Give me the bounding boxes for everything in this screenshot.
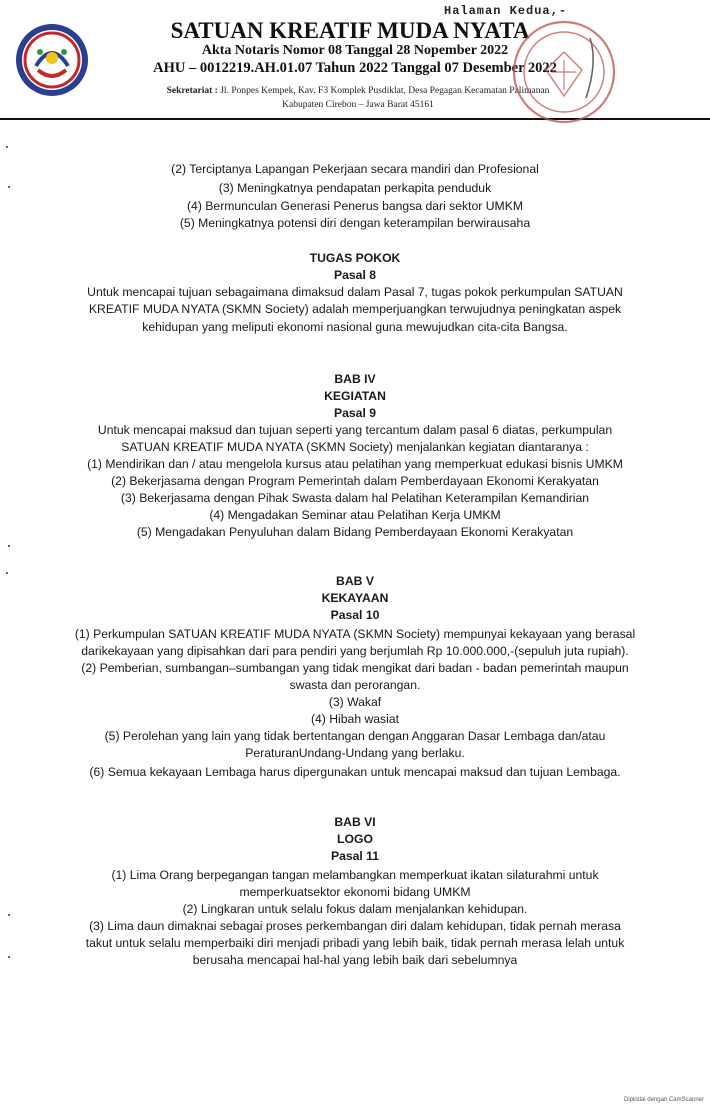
sekretariat-label: Sekretariat : (166, 86, 218, 96)
list-item: (4) Hibah wasiat (310, 712, 400, 726)
ahu-line: AHU – 0012219.AH.01.07 Tahun 2022 Tanggal 07 Desember 2022 (153, 60, 557, 76)
paragraph-line: memperkuatsektor ekonomi bidang UMKM (239, 885, 471, 899)
list-item: (5) Mengadakan Penyuluhan dalam Bidang Pemberdayaan Ekonomi Kerakyatan (136, 525, 574, 539)
scan-speck (8, 186, 10, 188)
list-item: (1) Perkumpulan SATUAN KREATIF MUDA NYATA (SKMN Society) mempunyai kekayaan yang berasal (74, 627, 636, 641)
scan-speck (6, 572, 8, 574)
scan-speck (8, 545, 10, 547)
list-item: (3) Lima daun dimaknai sebagai proses perkembangan diri dalam kehidupan, tidak pernah merasa (89, 919, 621, 933)
paragraph-line: Untuk mencapai maksud dan tujuan seperti yang tercantum dalam pasal 6 diatas, perkumpulan (97, 423, 613, 437)
pasal-heading: Pasal 8 (333, 268, 376, 282)
sekretariat-address-1: Jl. Ponpes Kempek, Kav. F3 Komplek Pusdiklat, Desa Pegagan Kecamatan Palimanan (220, 86, 550, 96)
list-item: (4) Mengadakan Seminar atau Pelatihan Kerja UMKM (209, 508, 501, 522)
paragraph-line: SATUAN KREATIF MUDA NYATA (SKMN Society) menjalankan kegiatan diantaranya : (121, 440, 589, 454)
list-item: (5) Perolehan yang lain yang tidak bertentangan dengan Anggaran Dasar Lembaga dan/atau (104, 729, 606, 743)
list-item: (3) Wakaf (328, 695, 382, 709)
paragraph-line: swasta dan perorangan. (289, 678, 421, 692)
list-item: (3) Bekerjasama dengan Pihak Swasta dalam hal Pelatihan Keterampilan Kemandirian (120, 491, 590, 505)
org-name: SATUAN KREATIF MUDA NYATA (170, 18, 530, 43)
bab-heading: BAB VI (334, 815, 376, 829)
scanner-note: Dipindai dengan CamScanner (623, 1097, 704, 1103)
pasal-heading: Pasal 11 (330, 849, 380, 863)
paragraph-line: berusaha mencapai hal-hal yang lebih baik dari sebelumnya (192, 953, 518, 967)
list-item: (2) Pemberian, sumbangan–sumbangan yang tidak mengikat dari badan - badan pemerintah maupun (81, 661, 629, 675)
paragraph-line: KREATIF MUDA NYATA (SKMN Society) adalah memperjuangkan terwujudnya peningkatan aspek (88, 302, 622, 316)
paragraph-line: kehidupan yang meliputi ekonomi nasional guna mewujudkan cita-cita Bangsa. (142, 320, 568, 334)
list-item: (2) Terciptanya Lapangan Pekerjaan secara mandiri dan Profesional (171, 162, 539, 176)
paragraph-line: darikekayaan yang dipisahkan dari para pendiri yang berjumlah Rp 10.000.000,-(sepuluh juta rupiah). (81, 644, 629, 658)
paragraph-line: PeraturanUndang-Undang yang berlaku. (245, 746, 465, 760)
scan-speck (8, 914, 10, 916)
bab-heading: BAB IV (334, 372, 376, 386)
list-item: (5) Meningkatnya potensi diri dengan keterampilan berwirausaha (179, 216, 531, 230)
page-label: Halaman Kedua,- (444, 4, 568, 18)
list-item: (2) Bekerjasama dengan Program Pemerintah dalam Pemberdayaan Ekonomi Kerakyatan (111, 474, 599, 488)
list-item: (2) Lingkaran untuk selalu fokus dalam menjalankan kehidupan. (182, 902, 528, 916)
sekretariat-address-2: Kabupaten Cirebon – Jawa Barat 45161 (282, 100, 434, 110)
list-item: (1) Lima Orang berpegangan tangan melambangkan memperkuat ikatan silaturahmi untuk (111, 868, 599, 882)
section-title: LOGO (337, 832, 373, 846)
section-title: KEKAYAAN (321, 591, 389, 605)
official-stamp (506, 0, 618, 132)
pasal-heading: Pasal 10 (330, 608, 380, 622)
pasal-heading: Pasal 9 (333, 406, 376, 420)
scan-speck (8, 956, 10, 958)
list-item: (1) Mendirikan dan / atau mengelola kursus atau pelatihan yang memperkuat edukasi bisnis UMKM (87, 457, 623, 471)
paragraph-line: takut untuk selalu memperbaiki diri menjadi pribadi yang lebih baik, tidak pernah merasa lelah untuk (85, 936, 625, 950)
bab-heading: BAB V (336, 574, 374, 588)
section-title: TUGAS POKOK (309, 251, 401, 265)
scan-speck (6, 146, 8, 148)
list-item: (3) Meningkatnya pendapatan perkapita penduduk (218, 181, 492, 195)
list-item: (4) Bermunculan Generasi Penerus bangsa dari sektor UMKM (187, 199, 523, 213)
list-item: (6) Semua kekayaan Lembaga harus dipergunakan untuk mencapai maksud dan tujuan Lembaga. (89, 765, 621, 779)
akta-line: Akta Notaris Nomor 08 Tanggal 28 Nopember 2022 (201, 43, 509, 58)
section-title: KEGIATAN (324, 389, 386, 403)
paragraph-line: Untuk mencapai tujuan sebagaimana dimaksud dalam Pasal 7, tugas pokok perkumpulan SATUAN (87, 285, 623, 299)
